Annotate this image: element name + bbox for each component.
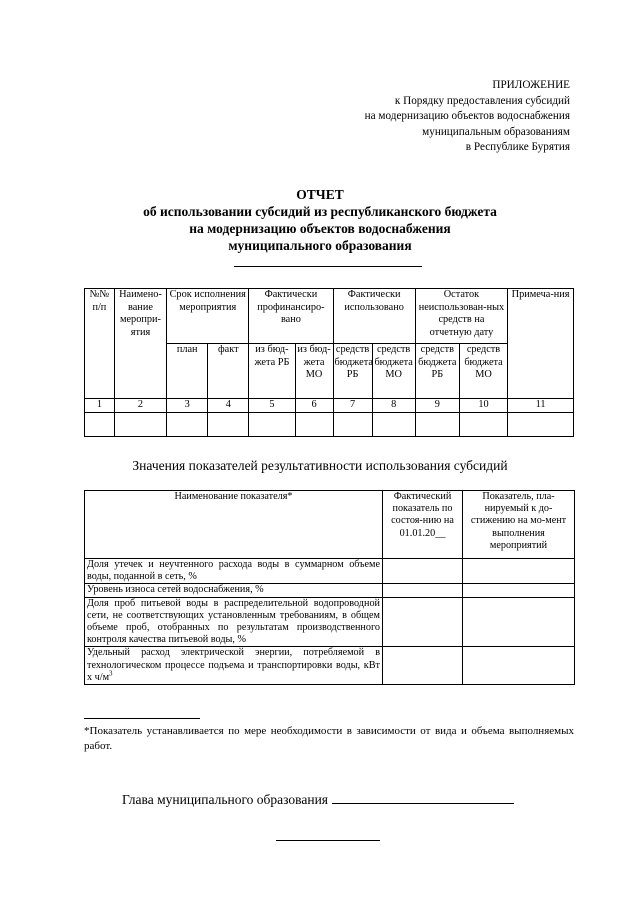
indicator-name: Удельный расход электрической энергии, потребляемой в технологическом процессе подъема и транспортировки воды, кВт х ч/м <box>87 647 380 683</box>
unit-superscript: 3 <box>109 669 113 678</box>
column-number: 4 <box>208 399 249 413</box>
empty-cell[interactable] <box>249 412 295 436</box>
subheader-plan: план <box>167 344 208 399</box>
actual-value-cell[interactable] <box>383 559 463 584</box>
column-number: 9 <box>415 399 459 413</box>
header-num: №№ п/п <box>85 289 115 399</box>
table-row <box>85 559 575 584</box>
header-note: Примеча-ния <box>508 289 574 399</box>
header-actual: Фактический показатель по состоя-нию на 01.01.20__ <box>383 491 463 559</box>
appendix-line: ПРИЛОЖЕНИЕ <box>492 79 570 91</box>
signature-label: Глава муниципального образования <box>122 792 329 807</box>
title-line: ОТЧЕТ <box>296 187 344 202</box>
actual-value-cell[interactable] <box>383 647 463 685</box>
subheader-rem-rb: средств бюджета РБ <box>415 344 459 399</box>
column-number: 2 <box>114 399 166 413</box>
report-table <box>84 288 574 437</box>
title-line: муниципального образования <box>228 238 412 253</box>
date-blank[interactable] <box>276 840 380 841</box>
header-planned: Показатель, пла-нируемый к до-стижению на мо-мент выполнения мероприятий <box>463 491 575 559</box>
appendix-line: к Порядку предоставления субсидий <box>394 94 570 107</box>
table-row <box>85 584 575 597</box>
header-remainder: Остаток неиспользован-ных средств на отчетную дату <box>415 289 507 344</box>
title-line: на модернизацию объектов водоснабжения <box>189 221 451 236</box>
empty-cell[interactable] <box>333 412 372 436</box>
column-number-row <box>85 399 574 413</box>
planned-value-cell[interactable] <box>463 597 575 647</box>
indicator-name: Доля утечек и неучтенного расхода воды в суммарном объеме воды, поданной в сеть, % <box>85 559 383 584</box>
header-name: Наимено-вание меропри-ятия <box>114 289 166 399</box>
actual-value-cell[interactable] <box>383 584 463 597</box>
header-financed: Фактически профинансиро-вано <box>249 289 333 344</box>
indicator-name: Доля проб питьевой воды в распределительной водопроводной сети, не соответствующих установленным требованиям, в общем объеме проб, отобранных по результатам производственного контроля качества питьевой воды, % <box>85 597 383 647</box>
column-number: 8 <box>372 399 415 413</box>
signature-block <box>122 790 514 808</box>
actual-value-cell[interactable] <box>383 597 463 647</box>
table-row <box>85 647 575 685</box>
indicator-name: Уровень износа сетей водоснабжения, % <box>85 584 383 597</box>
signature-blank[interactable] <box>332 790 514 804</box>
planned-value-cell[interactable] <box>463 559 575 584</box>
indicators-table <box>84 490 575 685</box>
column-number: 7 <box>333 399 372 413</box>
column-number: 5 <box>249 399 295 413</box>
subheader-used-rb: средств бюджета РБ <box>333 344 372 399</box>
indicators-subtitle: Значения показателей результативности использования субсидий <box>132 458 508 473</box>
municipality-name-blank <box>234 266 422 267</box>
subheader-rem-mo: средств бюджета МО <box>459 344 507 399</box>
header-indicator-name: Наименование показателя* <box>85 491 383 559</box>
subheader-fact: факт <box>208 344 249 399</box>
table-row <box>85 597 575 647</box>
planned-value-cell[interactable] <box>463 584 575 597</box>
empty-cell[interactable] <box>415 412 459 436</box>
empty-cell[interactable] <box>114 412 166 436</box>
appendix-line: на модернизацию объектов водоснабжения <box>364 110 570 122</box>
empty-cell[interactable] <box>85 412 115 436</box>
column-number: 10 <box>459 399 507 413</box>
subheader-fin-rb: из бюд-жета РБ <box>249 344 295 399</box>
empty-data-row <box>85 412 574 436</box>
report-title <box>0 186 640 254</box>
empty-cell[interactable] <box>372 412 415 436</box>
appendix-header <box>365 78 570 156</box>
indicator-cell <box>85 647 383 685</box>
header-used: Фактически использовано <box>333 289 415 344</box>
header-term: Срок исполнения мероприятия <box>167 289 249 344</box>
column-number: 1 <box>85 399 115 413</box>
column-number: 6 <box>295 399 333 413</box>
empty-cell[interactable] <box>208 412 249 436</box>
appendix-line: в Республике Бурятия <box>465 141 570 153</box>
empty-cell[interactable] <box>295 412 333 436</box>
column-number: 3 <box>167 399 208 413</box>
empty-cell[interactable] <box>459 412 507 436</box>
column-number: 11 <box>508 399 574 413</box>
title-line: об использовании субсидий из республиканского бюджета <box>143 204 497 219</box>
empty-cell[interactable] <box>167 412 208 436</box>
subheader-fin-mo: из бюд-жета МО <box>295 344 333 399</box>
appendix-line: муниципальным образованиям <box>422 125 570 138</box>
footnote-divider <box>84 718 200 719</box>
subheader-used-mo: средств бюджета МО <box>372 344 415 399</box>
empty-cell[interactable] <box>508 412 574 436</box>
footnote: *Показатель устанавливается по мере необходимости в зависимости от вида и объема выполняемых работ. <box>84 725 574 752</box>
planned-value-cell[interactable] <box>463 647 575 685</box>
